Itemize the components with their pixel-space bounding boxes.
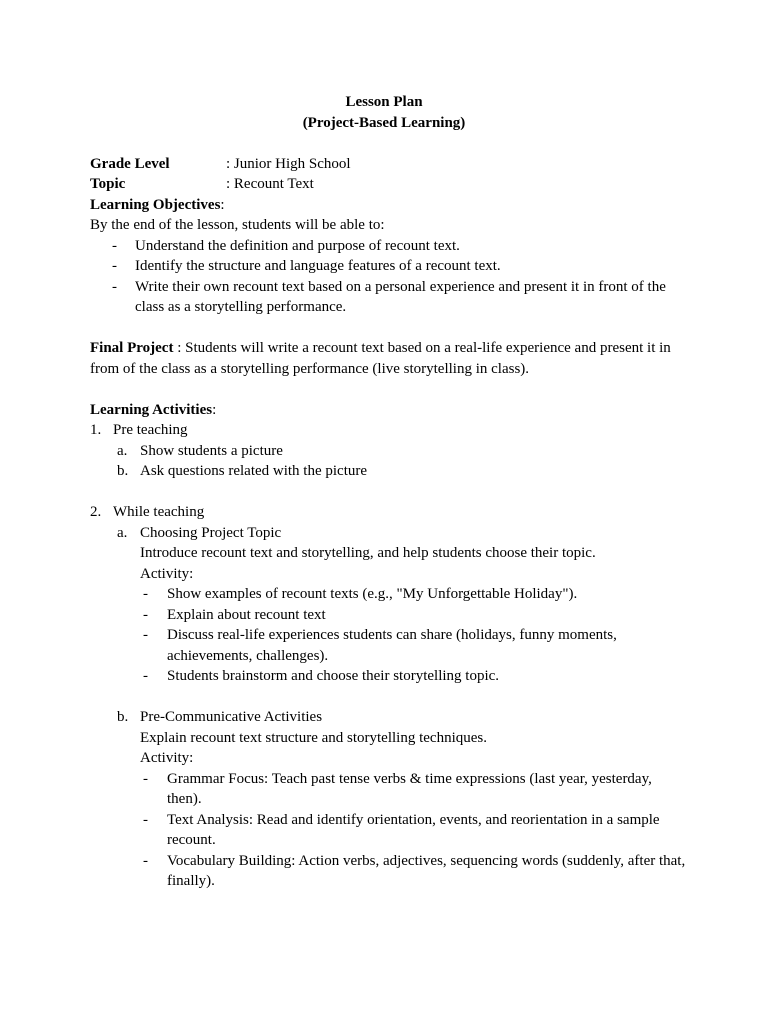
objective-text: Identify the structure and language features of a recount text. bbox=[135, 258, 501, 274]
activities-colon: : bbox=[212, 401, 217, 418]
activity-text: Vocabulary Building: Action verbs, adjectives, sequencing words (suddenly, after that, finally). bbox=[167, 852, 686, 889]
activity-item bbox=[90, 769, 690, 810]
final-project-text: : Students will write a recount text based on a real-life experience and present it in from of the class as a storytelling performance (live storytelling in class). bbox=[90, 340, 671, 377]
grade-level-value: : Junior High School bbox=[226, 155, 351, 172]
activity-dash: - bbox=[143, 852, 148, 869]
activity-text: Explain about recount text bbox=[167, 606, 326, 623]
spacer bbox=[90, 318, 690, 339]
activity-text: Discuss real-life experiences students can share (holidays, funny moments, achievements, challenges). bbox=[167, 627, 617, 664]
spacer bbox=[90, 133, 690, 154]
pre-teaching-subitem bbox=[90, 461, 690, 482]
objectives-intro: By the end of the lesson, students will be able to: bbox=[90, 217, 385, 233]
spacer bbox=[90, 687, 690, 708]
objective-marker: - bbox=[112, 237, 117, 254]
objectives-colon: : bbox=[220, 196, 225, 213]
activity-item bbox=[90, 605, 690, 626]
activity-item bbox=[90, 584, 690, 605]
objective-text: Write their own recount text based on a personal experience and present it in front of the class as a storytelling performance. bbox=[135, 278, 666, 315]
document-title: Lesson Plan bbox=[345, 94, 423, 110]
objective-text: Understand the definition and purpose of recount text. bbox=[135, 237, 460, 254]
topic-label: Topic bbox=[90, 176, 126, 192]
objective-item bbox=[90, 236, 690, 257]
activity-item bbox=[90, 625, 690, 666]
final-project-label: Final Project bbox=[90, 340, 174, 356]
topic-row bbox=[90, 174, 690, 195]
activity-text: Students brainstorm and choose their storytelling topic. bbox=[167, 668, 500, 684]
activity-dash: - bbox=[143, 811, 148, 828]
document-subtitle: (Project-Based Learning) bbox=[302, 114, 466, 131]
activity-item bbox=[90, 851, 690, 892]
activity-dash: - bbox=[143, 627, 148, 643]
activity-dash: - bbox=[143, 770, 148, 787]
objective-marker: - bbox=[112, 278, 117, 295]
objectives-heading: Learning Objectives bbox=[90, 196, 221, 213]
while-teaching-number: 2. bbox=[90, 504, 102, 520]
activity-text: Grammar Focus: Teach past tense verbs & time expressions (last year, yesterday, then). bbox=[167, 770, 652, 807]
pre-teaching-item bbox=[90, 420, 690, 441]
document-page bbox=[90, 92, 690, 892]
subitem-marker: a. bbox=[117, 442, 128, 459]
activity-item bbox=[90, 810, 690, 851]
subitem-text: Show students a picture bbox=[140, 442, 283, 459]
choosing-topic-description: Introduce recount text and storytelling, and help students choose their topic. bbox=[140, 545, 596, 561]
choosing-topic-heading bbox=[90, 523, 690, 544]
activity-text: Text Analysis: Read and identify orientation, events, and reorientation in a sample recount. bbox=[167, 811, 660, 848]
spacer bbox=[90, 482, 690, 503]
pre-communicative-title: Pre-Communicative Activities bbox=[140, 709, 323, 725]
grade-level-label: Grade Level bbox=[90, 155, 170, 172]
activity-dash: - bbox=[143, 606, 148, 623]
activity-dash: - bbox=[143, 586, 148, 602]
activity-text: Show examples of recount texts (e.g., "My Unforgettable Holiday"). bbox=[167, 586, 578, 602]
spacer bbox=[90, 379, 690, 400]
subitem-marker: b. bbox=[117, 463, 129, 479]
objective-item bbox=[90, 277, 690, 318]
pre-communicative-description: Explain recount text structure and storytelling techniques. bbox=[140, 729, 487, 746]
subitem-marker: b. bbox=[117, 709, 129, 725]
objectives-heading-row bbox=[90, 195, 690, 216]
subitem-text: Ask questions related with the picture bbox=[140, 463, 368, 479]
objective-marker: - bbox=[112, 258, 117, 274]
pre-communicative-activity-label: Activity: bbox=[140, 750, 194, 766]
activity-dash: - bbox=[143, 668, 148, 684]
topic-value: : Recount Text bbox=[226, 176, 314, 192]
pre-teaching-number: 1. bbox=[90, 422, 102, 438]
objective-item bbox=[90, 256, 690, 277]
choosing-topic-activity-label: Activity: bbox=[140, 565, 194, 582]
while-teaching-item bbox=[90, 502, 690, 523]
while-teaching-label: While teaching bbox=[113, 504, 205, 520]
activity-item bbox=[90, 666, 690, 687]
activities-heading-row bbox=[90, 400, 690, 421]
pre-teaching-subitem bbox=[90, 441, 690, 462]
activities-heading: Learning Activities bbox=[90, 401, 213, 418]
final-project-paragraph bbox=[90, 338, 690, 379]
choosing-topic-title: Choosing Project Topic bbox=[140, 524, 282, 541]
grade-level-row bbox=[90, 154, 690, 175]
subitem-marker: a. bbox=[117, 524, 128, 541]
pre-teaching-label: Pre teaching bbox=[113, 422, 188, 438]
pre-communicative-heading bbox=[90, 707, 690, 728]
